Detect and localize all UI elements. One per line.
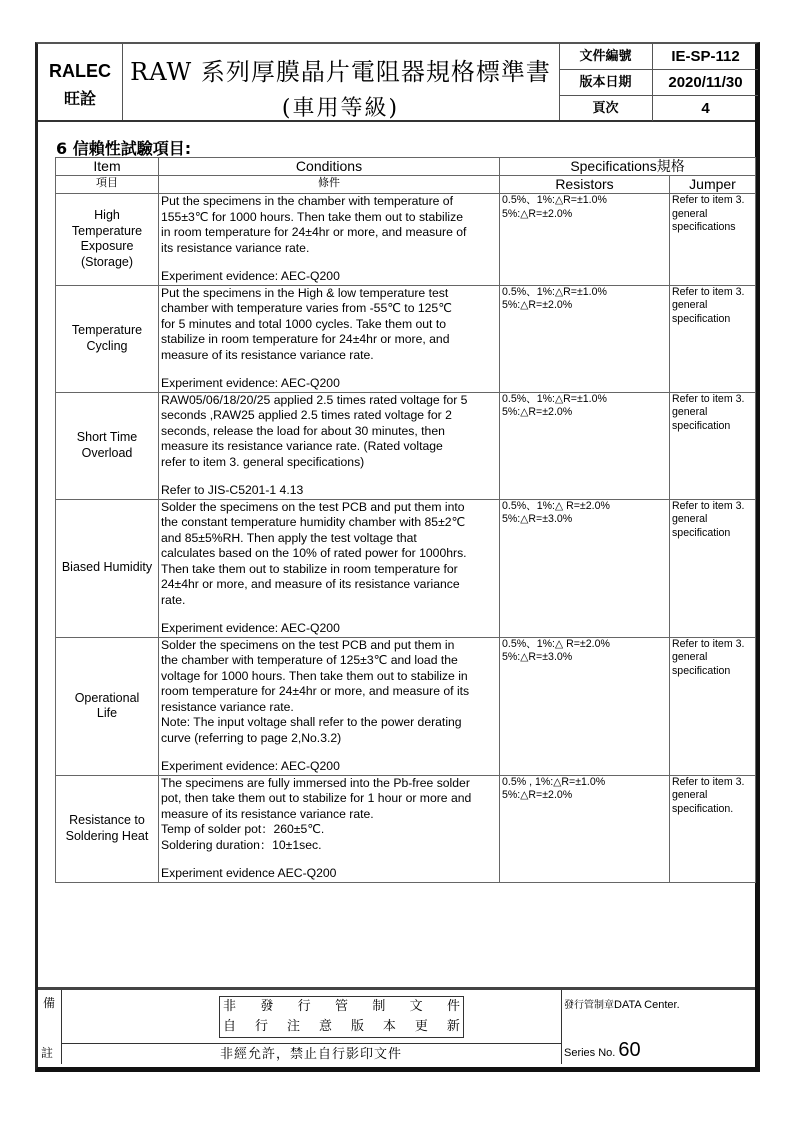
meta-doc-number bbox=[559, 44, 758, 70]
remark-content bbox=[61, 990, 562, 1064]
evidence-text: Experiment evidence: AEC-Q200 bbox=[161, 759, 340, 773]
table-row bbox=[56, 499, 756, 637]
evidence-text: Experiment evidence AEC-Q200 bbox=[161, 866, 337, 880]
document-footer bbox=[38, 987, 755, 1067]
stamp-line-2: 自 行 注 意 版 本 更 新 bbox=[223, 1019, 460, 1034]
document-meta bbox=[559, 44, 758, 120]
company-name-zh: 旺詮 bbox=[63, 89, 96, 108]
meta-value: IE-SP-112 bbox=[671, 48, 740, 65]
document-title bbox=[122, 44, 560, 120]
conditions-cell: RAW05/06/18/20/25 applied 2.5 times rated voltage for 5 seconds ,RAW25 applied 2.5 times rated voltage for 2 seconds, release the load for about 30 minutes, then measure its resistance variance rate. (Rated voltage refer to item 3. general specifications) Refer to JIS-C5201-1 4.13 bbox=[159, 392, 500, 499]
header-specifications: Specifications規格 bbox=[500, 158, 756, 176]
meta-value: 4 bbox=[701, 100, 710, 117]
table-row bbox=[56, 194, 756, 286]
resistors-cell: 0.5%、1%:△ R=±2.0% 5%:△R=±3.0% bbox=[500, 499, 670, 637]
conditions-cell: Solder the specimens on the test PCB and put them into the constant temperature humidity chamber with 85±2℃ and 85±5%RH. Then apply the test voltage that calculates based on the 10% of rated power for 1000hrs. Then take them out to stabilize in room temperature for 24±4hr or more, and measure of its resistance variance rate. Experiment evidence: AEC-Q200 bbox=[159, 499, 500, 637]
resistors-cell: 0.5% , 1%:△R=±1.0% 5%:△R=±2.0% bbox=[500, 775, 670, 882]
item-cell: High Temperature Exposure (Storage) bbox=[56, 194, 159, 286]
series-number: Series No. 60 bbox=[564, 1039, 641, 1061]
meta-version-date bbox=[559, 70, 758, 96]
title-line-2: (車用等級) bbox=[281, 96, 400, 121]
meta-page-number bbox=[559, 96, 758, 121]
table-row bbox=[56, 392, 756, 499]
header-jumper: Jumper bbox=[670, 176, 756, 194]
table-row bbox=[56, 637, 756, 775]
jumper-cell: Refer to item 3. general specification. bbox=[670, 775, 756, 882]
document-header bbox=[38, 44, 755, 122]
copy-prohibited-notice: 非經允許，禁止自行影印文件 bbox=[61, 1043, 561, 1065]
jumper-cell: Refer to item 3. general specification bbox=[670, 637, 756, 775]
item-cell: Resistance to Soldering Heat bbox=[56, 775, 159, 882]
section-heading: 6 信賴性試驗項目: bbox=[56, 139, 192, 158]
header-conditions: Conditions bbox=[159, 158, 500, 176]
evidence-text: Experiment evidence: AEC-Q200 bbox=[161, 621, 340, 635]
resistors-cell: 0.5%、1%:△R=±1.0% 5%:△R=±2.0% bbox=[500, 285, 670, 392]
table-row bbox=[56, 285, 756, 392]
meta-value: 2020/11/30 bbox=[668, 74, 743, 91]
jumper-cell: Refer to item 3. general specification bbox=[670, 285, 756, 392]
evidence-text: Experiment evidence: AEC-Q200 bbox=[161, 376, 340, 390]
conditions-cell: The specimens are fully immersed into the Pb-free solder pot, then take them out to stabilize for 1 hour or more and measure of its resistance variance rate. Temp of solder pot：260±5℃. Soldering duration：10±1sec. Experiment evidence AEC-Q200 bbox=[159, 775, 500, 882]
conditions-cell: Put the specimens in the chamber with temperature of 155±3℃ for 1000 hours. Then take them out to stabilize in room temperature for 24±4hr or more, and measure of its resistance variance rate. Experiment evidence: AEC-Q200 bbox=[159, 194, 500, 286]
conditions-cell: Put the specimens in the High & low temperature test chamber with temperature varies from -55℃ to 125℃ for 5 minutes and total 1000 cycles. Take them out to stabilize in room temperature for 24±4hr or more, and measure of its resistance variance rate. Experiment evidence: AEC-Q200 bbox=[159, 285, 500, 392]
reliability-test-table bbox=[55, 157, 756, 883]
jumper-cell: Refer to item 3. general specification bbox=[670, 499, 756, 637]
item-cell: Temperature Cycling bbox=[56, 285, 159, 392]
header-item-zh: 項目 bbox=[56, 176, 159, 194]
resistors-cell: 0.5%、1%:△ R=±2.0% 5%:△R=±3.0% bbox=[500, 637, 670, 775]
table-row bbox=[56, 775, 756, 882]
header-conditions-zh: 條件 bbox=[159, 176, 500, 194]
jumper-cell: Refer to item 3. general specification bbox=[670, 392, 756, 499]
stamp-line-1: 非 發 行 管 制 文 件 bbox=[223, 999, 460, 1014]
meta-label: 頁次 bbox=[559, 96, 653, 121]
meta-label: 文件編號 bbox=[559, 44, 653, 69]
company-name-en: RALEC bbox=[49, 61, 111, 81]
remark-label-top: 備 bbox=[43, 996, 56, 1010]
resistors-cell: 0.5%、1%:△R=±1.0% 5%:△R=±2.0% bbox=[500, 392, 670, 499]
document-frame bbox=[35, 42, 760, 1072]
table-subheader-row bbox=[56, 176, 756, 194]
issue-control-area bbox=[562, 990, 758, 1064]
resistors-cell: 0.5%、1%:△R=±1.0% 5%:△R=±2.0% bbox=[500, 194, 670, 286]
table-header-row bbox=[56, 158, 756, 176]
item-cell: Short Time Overload bbox=[56, 392, 159, 499]
meta-label: 版本日期 bbox=[559, 70, 653, 95]
company-logo bbox=[38, 44, 123, 120]
header-resistors: Resistors bbox=[500, 176, 670, 194]
evidence-text: Refer to JIS-C5201-1 4.13 bbox=[161, 483, 304, 497]
jumper-cell: Refer to item 3. general specifications bbox=[670, 194, 756, 286]
item-cell: Biased Humidity bbox=[56, 499, 159, 637]
issue-control-stamp: 發行管制章DATA Center. bbox=[564, 999, 680, 1011]
remark-column bbox=[38, 990, 62, 1064]
uncontrolled-document-stamp bbox=[219, 996, 464, 1038]
remark-label-bottom: 註 bbox=[41, 1046, 54, 1060]
title-line-1: RAW 系列厚膜晶片電阻器規格標準書 bbox=[130, 58, 551, 86]
evidence-text: Experiment evidence: AEC-Q200 bbox=[161, 269, 340, 283]
header-item: Item bbox=[56, 158, 159, 176]
item-cell: Operational Life bbox=[56, 637, 159, 775]
conditions-cell: Solder the specimens on the test PCB and put them in the chamber with temperature of 125±3℃ and load the voltage for 1000 hours. Then take them out to stabilize in room temperature for 24±4hr or more, and measure of its resistance variance rate. Note: The input voltage shall refer to the power derating curve (referring to page 2,No.3.2) Experiment evidence: AEC-Q200 bbox=[159, 637, 500, 775]
